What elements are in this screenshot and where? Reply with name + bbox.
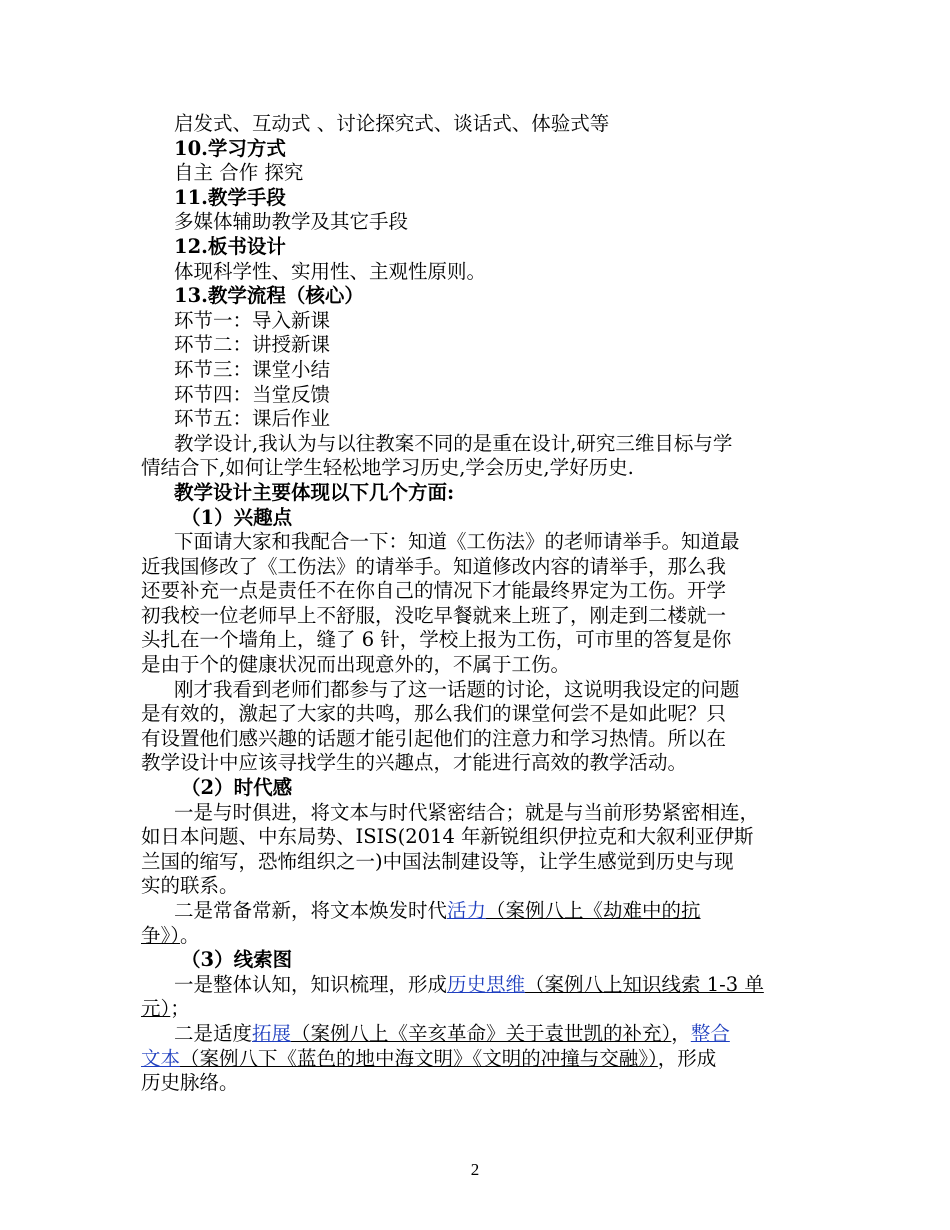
link-vitality[interactable]: 活力 [447,899,487,922]
paragraph-line [141,924,813,949]
subsection-heading: 教学设计主要体现以下几个方面: [174,480,455,504]
text-span: ； [170,997,190,1021]
paragraph-line: 情结合下,如何让学生轻松地学习历史,学会历史,学好历史. [141,456,634,480]
link-integrate[interactable]: 整合 [690,1021,730,1045]
paragraph-line: 如日本问题、中东局势、ISIS(2014 年新锐组织伊拉克和大叙利亚伊斯 [141,825,754,849]
paragraph-line [141,899,813,924]
text-span: 二是适度 [174,1021,253,1045]
paragraph-line: 刚才我看到老师们都参与了这一话题的讨论，这说明我设定的问题 [174,677,740,701]
section-heading: 10.学习方式 [174,136,286,160]
step-item: 环节一：导入新课 [174,308,331,332]
link-expand[interactable]: 拓展 [252,1021,292,1045]
text-span: 一是整体认知，知识梳理，形成 [174,972,448,996]
paragraph-line: 教学设计,我认为与以往教案不同的是重在设计,研究三维目标与学 [174,431,733,455]
underlined-text: （案例八上《劫难中的抗 [486,899,701,922]
paragraph-line: 初我校一位老师早上不舒服，没吃早餐就来上班了，刚走到二楼就一 [141,603,727,627]
paragraph-line: 近我国修改了《工伤法》的请举手。知道修改内容的请举手，那么我 [141,554,727,578]
paragraph-line: 是有效的，激起了大家的共鸣，那么我们的课堂何尝不是如此呢？只 [141,702,727,726]
paragraph-line [141,997,813,1022]
paragraph-line: 下面请大家和我配合一下：知道《工伤法》的老师请举手。知道最 [174,530,740,554]
link-text[interactable]: 文本 [141,1046,181,1070]
text-span: ，形成 [657,1046,717,1070]
step-item: 环节五：课后作业 [174,407,331,431]
underlined-text: （案例八上《辛亥革命》关于袁世凯的补充） [291,1021,672,1045]
text-line: 多媒体辅助教学及其它手段 [174,210,409,234]
paragraph-line [141,1022,813,1047]
section-heading: 11.教学手段 [174,185,286,209]
paragraph-line: 历史脉络。 [141,1071,239,1095]
paragraph-line: 是由于个的健康状况而出现意外的，不属于工伤。 [141,653,571,677]
section-heading: 13.教学流程（核心） [174,284,364,308]
paragraph-line: 还要补充一点是责任不在你自己的情况下才能最终界定为工伤。开学 [141,579,727,603]
text-span: 二是常备常新，将文本焕发时代 [174,899,448,922]
underlined-text: （案例八下《蓝色的地中海文明》《文明的冲撞与交融》） [180,1046,658,1070]
subsection-heading: （1）兴趣点 [181,505,293,529]
subsection-heading: （2）时代感 [181,776,293,800]
step-item: 环节二：讲授新课 [174,333,331,357]
paragraph-line: 头扎在一个墙角上，缝了 6 针，学校上报为工伤，可市里的答复是你 [141,628,732,652]
step-item: 环节三：课堂小结 [174,357,331,381]
link-history-thinking[interactable]: 历史思维 [447,972,526,996]
paragraph-line [141,973,813,998]
underlined-text: （案例八上知识线索 1-3 单 [525,972,764,996]
underlined-text: 元） [141,997,171,1021]
paragraph-line: 兰国的缩写，恐怖组织之一)中国法制建设等，让学生感觉到历史与现 [141,849,734,873]
section-heading: 12.板书设计 [174,234,286,258]
paragraph-line: 有设置他们感兴趣的话题才能引起他们的注意力和学习热情。所以在 [141,726,727,750]
step-item: 环节四：当堂反馈 [174,382,331,406]
text-line: 体现科学性、实用性、主观性原则。 [174,259,487,283]
paragraph-line: 一是与时俱进，将文本与时代紧密结合；就是与当前形势紧密相连， [174,800,760,824]
subsection-heading: （3）线索图 [181,948,293,972]
page-number: 2 [470,1160,480,1179]
text-line: 自主 合作 探究 [174,161,304,185]
paragraph-line: 教学设计中应该寻找学生的兴趣点，才能进行高效的教学活动。 [141,751,688,775]
underlined-text: 争》） [141,923,181,947]
paragraph-line: 实的联系。 [141,874,239,898]
text-span: 。 [180,923,200,947]
document-page [141,112,813,1096]
text-span: ， [671,1021,691,1045]
text-line: 启发式、互动式 、讨论探究式、谈话式、体验式等 [174,112,610,135]
paragraph-line [141,1047,813,1072]
